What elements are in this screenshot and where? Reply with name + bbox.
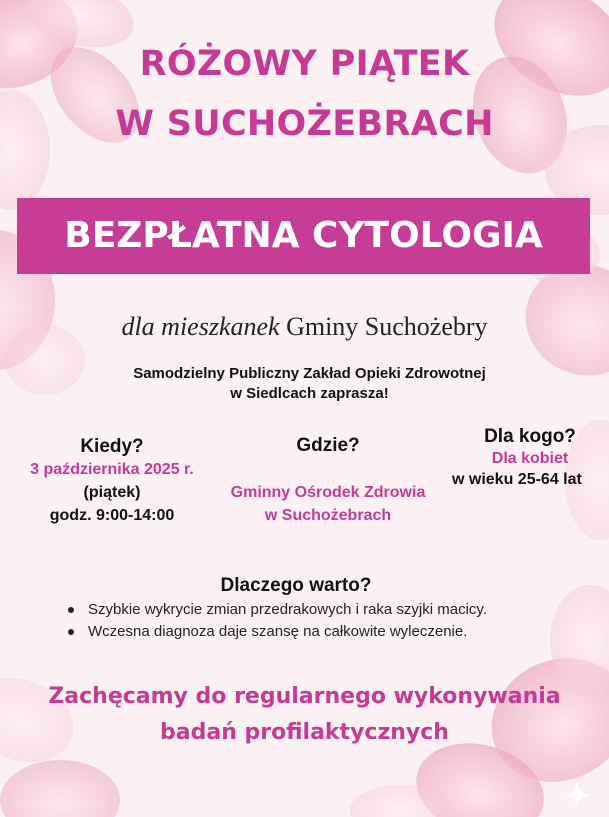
- audience-regular: Gminy Suchożebry: [286, 312, 488, 341]
- where-line1: Gminny Ośrodek Zdrowia: [230, 484, 426, 501]
- page-title-line1: RÓŻOWY PIĄTEK: [139, 44, 470, 84]
- bullet-dot-icon: [68, 607, 74, 613]
- list-item-text: Wczesna diagnoza daje szansę na całkowite wyleczenie.: [88, 623, 468, 640]
- cta-line1: Zachęcamy do regularnego wykonywania: [48, 684, 561, 709]
- when-heading: Kiedy?: [80, 436, 144, 457]
- cta-line2: badań profilaktycznych: [160, 720, 449, 745]
- sparkle-star-icon: [562, 780, 592, 810]
- who-age: w wieku 25-64 lat: [452, 471, 582, 488]
- page-title-line2: W SUCHOŻEBRACH: [115, 104, 494, 144]
- organizer-line1: Samodzielny Publiczny Zakład Opieki Zdrowotnej: [133, 365, 486, 382]
- who-target: Dla kobiet: [491, 450, 569, 467]
- when-section: [12, 436, 212, 458]
- when-date: 3 października 2025 r.: [30, 461, 194, 478]
- when-hours: godz. 9:00-14:00: [49, 507, 175, 524]
- why-heading: Dlaczego warto?: [220, 575, 372, 596]
- where-line2: w Suchożebrach: [264, 507, 392, 524]
- organizer-line2: w Siedlcach zaprasza!: [230, 385, 389, 402]
- title-banner: [17, 198, 590, 274]
- list-item-text: Szybkie wykrycie zmian przedrakowych i raka szyjki macicy.: [88, 601, 487, 618]
- audience-italic: dla mieszkanek: [121, 312, 280, 341]
- where-heading: Gdzie?: [296, 435, 360, 456]
- audience-subtitle: [0, 312, 609, 342]
- bullet-dot-icon: [68, 629, 74, 635]
- banner-text: BEZPŁATNA CYTOLOGIA: [64, 215, 543, 256]
- when-weekday: (piątek): [83, 484, 141, 501]
- who-heading: Dla kogo?: [484, 426, 576, 447]
